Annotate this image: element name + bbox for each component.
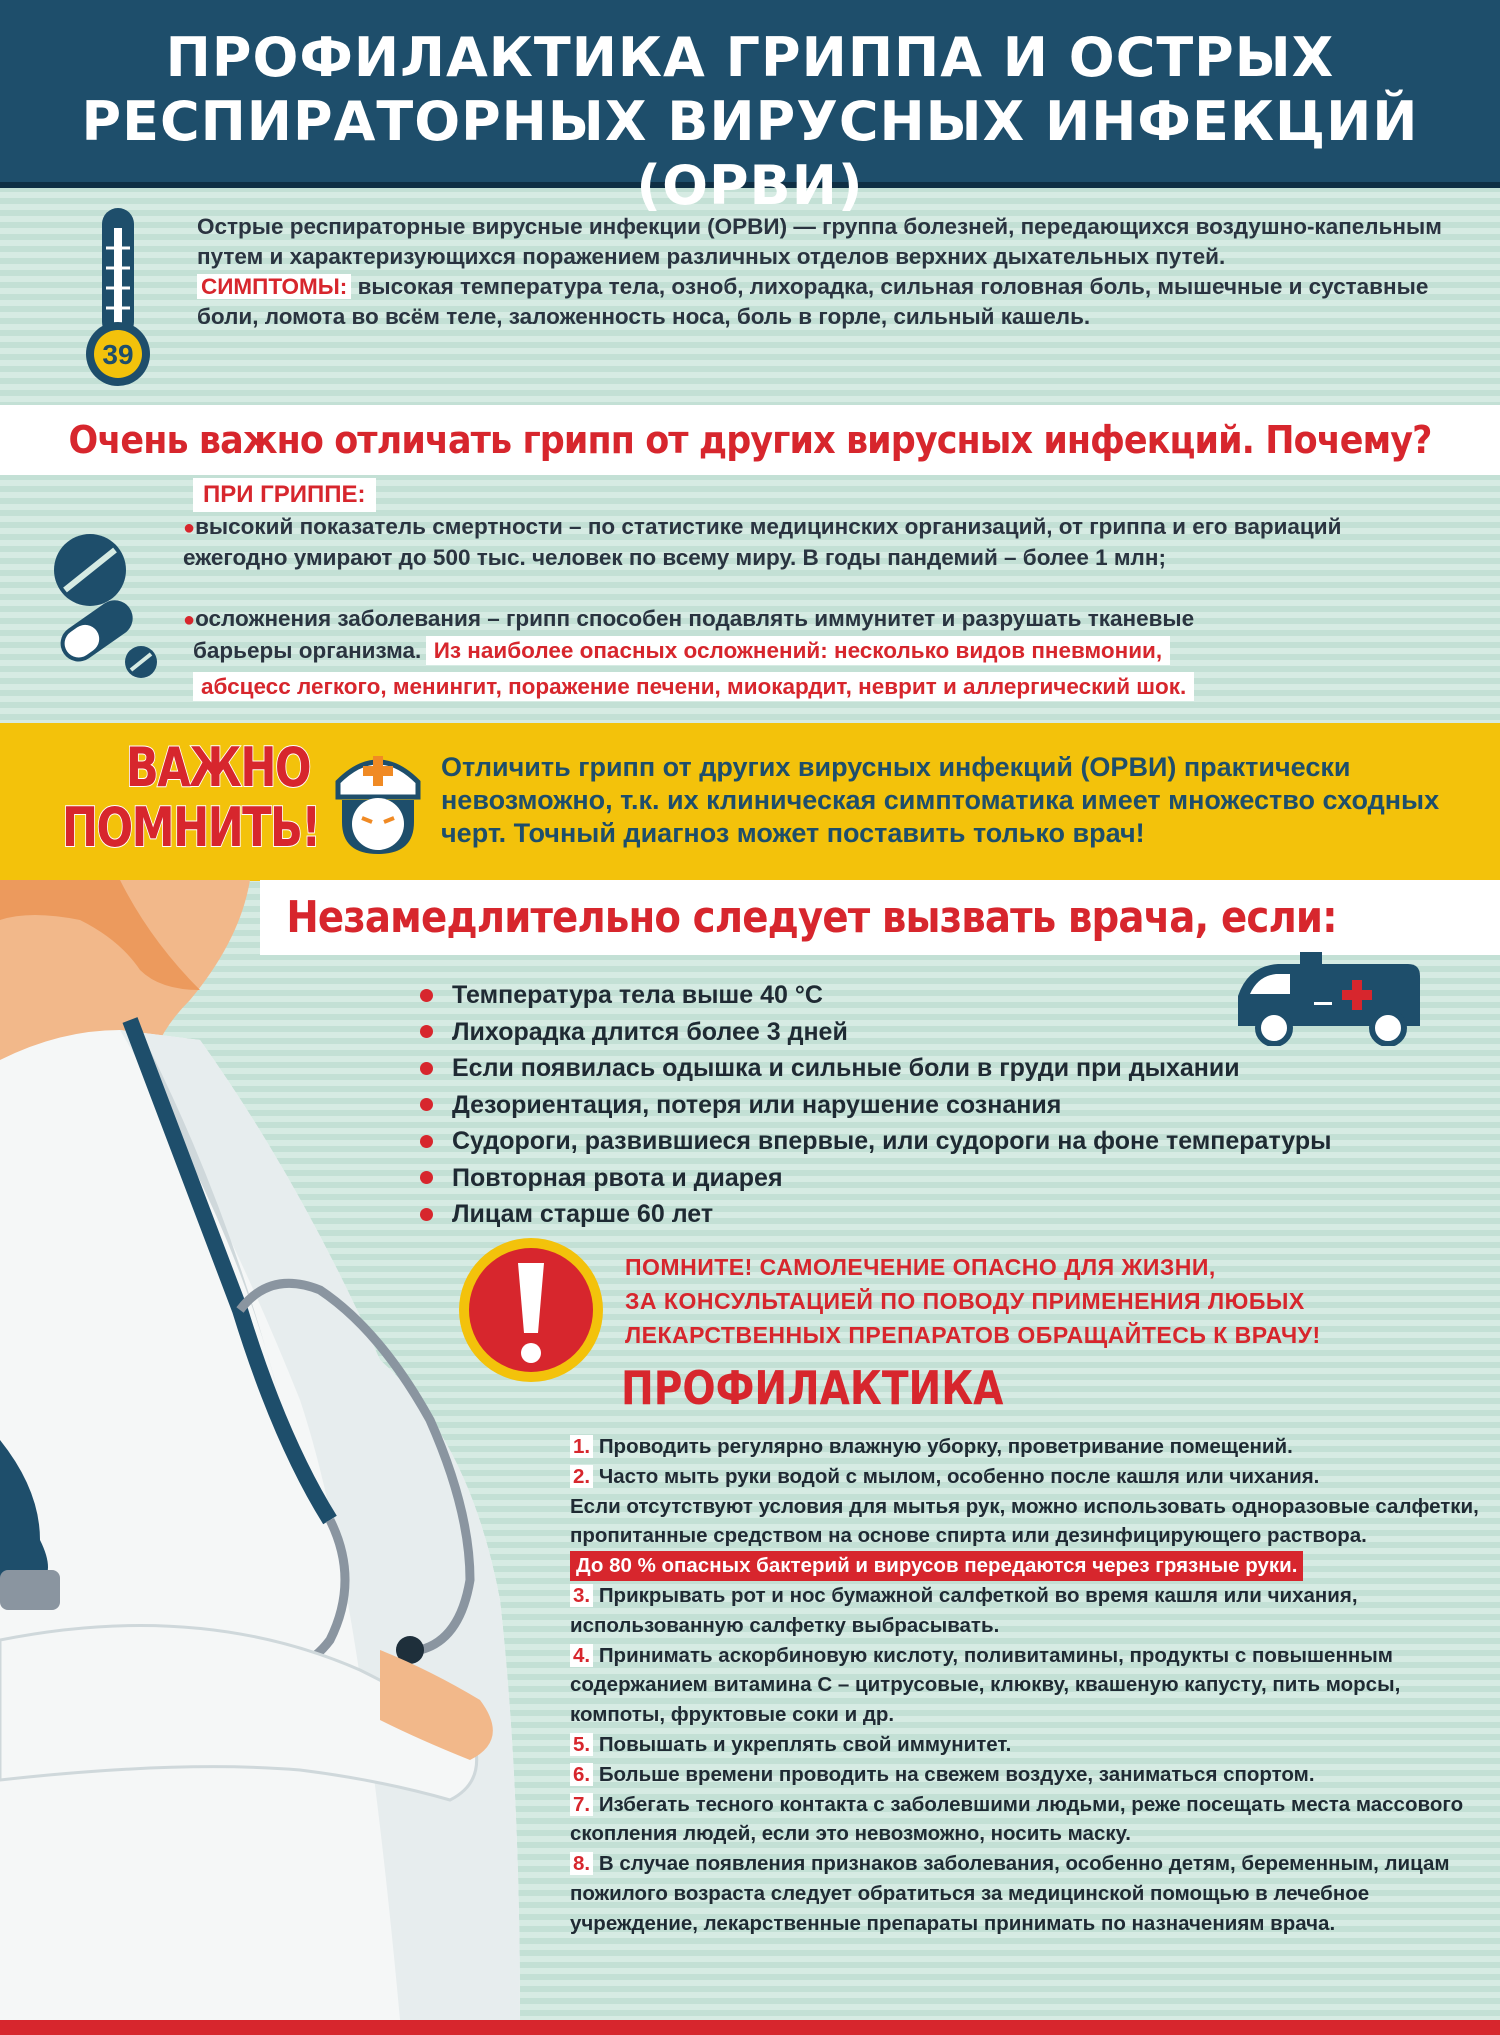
call-doctor-list [420,977,1420,1233]
prevention-red-note: До 80 % опасных бактерий и вирусов передаются через грязные руки. [570,1551,1480,1581]
why-title: Очень важно отличать грипп от других вирусных инфекций. Почему? [68,418,1432,462]
prevention-item: 8. В случае появления признаков заболевания, особенно детям, беременным, лицам пожилого возраста следует обратиться за медицинской помощью в лечебное учреждение, лекарственные препараты принимать по назначениям врача. [570,1852,1450,1935]
prevention-item: 6. Больше времени проводить на свежем воздухе, заниматься спортом. [570,1760,1480,1790]
flu-label: ПРИ ГРИППЕ: [193,478,376,512]
bullet-icon [420,1171,433,1184]
exclamation-icon [456,1235,606,1390]
call-item-fever: Лихорадка длится более 3 дней [420,1014,1420,1051]
symptoms-text: высокая температура тела, озноб, лихорадка, сильная головная боль, мышечные и суставные боли, ломота во всём теле, заложенность носа, боль в горле, сильный кашель. [197,274,1429,329]
important-heading [0,736,320,859]
flu-item-mortality [183,512,1383,573]
prevention-title: ПРОФИЛАКТИКА [621,1361,1004,1415]
orvi-definition: Острые респираторные вирусные инфекции (ОРВИ) — группа болезней, передающихся воздушно-капельным путем и характеризующихся поражением различных отделов верхних дыхательных путей. [197,214,1442,269]
poster-title-line2: РЕСПИРАТОРНЫХ ВИРУСНЫХ ИНФЕКЦИЙ (ОРВИ) [81,90,1419,217]
symptoms-label: СИМПТОМЫ: [197,274,351,299]
bullet-icon [420,1025,433,1038]
prevention-item: 3. Прикрывать рот и нос бумажной салфеткой во время кашля или чихания, использованную салфетку выбрасывать. [570,1583,1358,1637]
prevention-item: 5. Повышать и укреплять свой иммунитет. [570,1730,1480,1760]
flu-danger-note: Из наиболее опасных осложнений: несколько видов пневмонии, [426,636,1170,665]
prevention-item: 2. Часто мыть руки водой с мылом, особенно после кашля или чихания. Если отсутствуют условия для мытья рук, можно использовать одноразовые салфетки, пропитанные средством на основе спирта или дезинфицирующего раствора. [570,1464,1479,1548]
bullet-icon [420,1062,433,1075]
important-text: Отличить грипп от других вирусных инфекций (ОРВИ) практически невозможно, т.к. их клиническая симптоматика имеет множество сходных черт. Точный диагноз может поставить только врач! [441,752,1440,848]
bottom-bar [0,2020,1500,2035]
call-item-disorientation: Дезориентация, потеря или нарушение сознания [420,1087,1420,1124]
prevention-item: 7. Избегать тесного контакта с заболевшими людьми, реже посещать места массового скопления людей, если это невозможно, носить маску. [570,1792,1464,1846]
thermometer-value: 39 [102,339,134,370]
flu-danger-line2 [193,672,1194,702]
warning-line1: ПОМНИТЕ! САМОЛЕЧЕНИЕ ОПАСНО ДЛЯ ЖИЗНИ, [625,1254,1216,1280]
call-item-breathing: Если появилась одышка и сильные боли в груди при дыхании [420,1050,1420,1087]
prevention-item: 4. Принимать аскорбиновую кислоту, поливитамины, продукты с повышенным содержанием витамина С – цитрусовые, клюкву, квашеную капусту, пить морсы, компоты, фруктовые соки и др. [570,1643,1401,1727]
important-line1: ВАЖНО [125,736,310,799]
important-line2: ПОМНИТЬ! [62,796,320,859]
thermometer-icon [78,208,158,393]
call-item-vomiting: Повторная рвота и диарея [420,1160,1420,1197]
why-band [0,405,1500,475]
flu-item-complications-text: осложнения заболевания – грипп способен подавлять иммунитет и разрушать тканевые [195,606,1195,631]
call-doctor-band [260,880,1500,955]
intro-block [197,212,1467,332]
flu-item-mortality-text: высокий показатель смертности – по статистике медицинских организаций, от гриппа и его вариаций ежегодно умирают до 500 тыс. человек по всему миру. В годы пандемий – более 1 млн; [183,514,1342,570]
call-item-seizures: Судороги, развившиеся впервые, или судороги на фоне температуры [420,1123,1420,1160]
call-item-elderly: Лицам старше 60 лет [420,1196,1420,1233]
bullet-icon: ● [183,517,196,539]
nurse-icon [328,742,428,867]
bullet-icon [420,1208,433,1221]
flu-item-complications [183,604,1383,635]
warning-line2: ЗА КОНСУЛЬТАЦИЕЙ ПО ПОВОДУ ПРИМЕНЕНИЯ ЛЮБЫХ [625,1288,1305,1314]
bullet-icon [420,1098,433,1111]
bullet-icon [420,989,433,1002]
bullet-icon [420,1135,433,1148]
poster-header [0,0,1500,217]
prevention-list [570,1432,1480,1939]
prevention-item: 1. Проводить регулярно влажную уборку, проветривание помещений. [570,1432,1480,1462]
bullet-icon: ● [183,609,196,631]
flu-danger-note2: абсцесс легкого, менингит, поражение печени, миокардит, неврит и аллергический шок. [193,672,1194,701]
poster-title-line1: ПРОФИЛАКТИКА ГРИППА И ОСТРЫХ [165,26,1335,89]
pills-icon [45,532,165,687]
warning-line3: ЛЕКАРСТВЕННЫХ ПРЕПАРАТОВ ОБРАЩАЙТЕСЬ К ВРАЧУ! [625,1322,1321,1348]
call-doctor-title: Незамедлительно следует вызвать врача, если: [286,892,1337,943]
warning-block [625,1250,1485,1352]
flu-complications-line [193,636,1170,666]
call-item-temperature: Температура тела выше 40 °С [420,977,1420,1014]
flu-item-cont: барьеры организма. [193,638,422,663]
